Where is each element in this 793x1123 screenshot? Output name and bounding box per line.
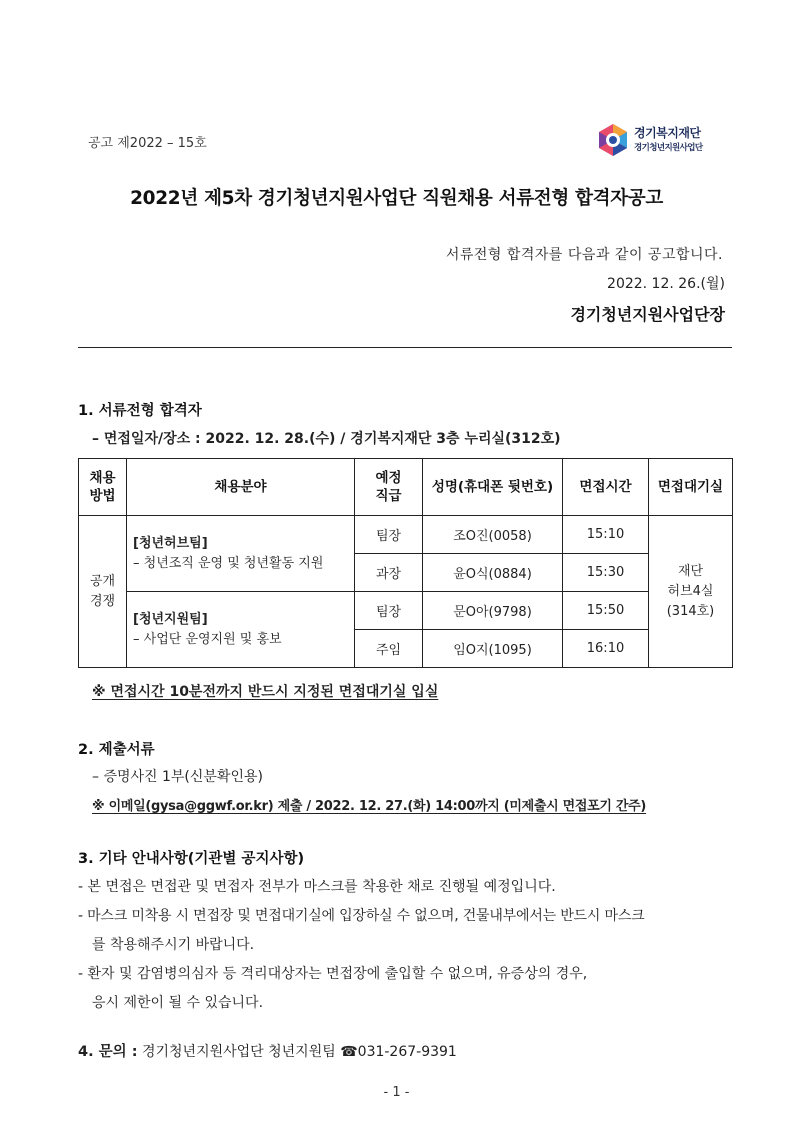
header-time: 면접시간 bbox=[563, 459, 649, 516]
contact-team: 경기청년지원사업단 청년지원팀 bbox=[141, 1044, 336, 1060]
notice-item-1: - 본 면접은 면접관 및 면접자 전부가 마스크를 착용한 채로 진행될 예정입니다. bbox=[78, 879, 556, 895]
signer: 경기청년지원사업단장 bbox=[570, 305, 725, 324]
rank-cell: 과장 bbox=[355, 554, 423, 592]
header-name: 성명(휴대폰 뒷번호) bbox=[423, 459, 563, 516]
notice-item-3: - 환자 및 감염병의심자 등 격리대상자는 면접장에 출입할 수 없으며, 유증상의 경우, bbox=[78, 966, 588, 982]
time-cell: 15:30 bbox=[563, 554, 649, 592]
time-cell: 15:50 bbox=[563, 592, 649, 630]
time-cell: 15:10 bbox=[563, 516, 649, 554]
table-header-row bbox=[79, 459, 733, 516]
notice-item-3-cont: 응시 제한이 될 수 있습니다. bbox=[92, 995, 264, 1011]
page-number: - 1 - bbox=[383, 1085, 410, 1100]
contact-line bbox=[78, 1040, 457, 1061]
header-method: 채용 방법 bbox=[79, 459, 127, 516]
notice-item-2: - 마스크 미착용 시 면접장 및 면접대기실에 입장하실 수 없으며, 건물내부에서는 반드시 마스크 bbox=[78, 908, 645, 924]
rank-cell: 팀장 bbox=[355, 592, 423, 630]
time-cell: 16:10 bbox=[563, 630, 649, 668]
logo-name: 경기복지재단 bbox=[634, 126, 701, 140]
interview-note: ※ 면접시간 10분전까지 반드시 지정된 면접대기실 입실 bbox=[92, 684, 439, 700]
header-room: 면접대기실 bbox=[649, 459, 733, 516]
results-table bbox=[78, 458, 733, 668]
logo-subname: 경기청년지원사업단 bbox=[634, 143, 703, 153]
notice-number: 공고 제2022 – 15호 bbox=[88, 136, 207, 151]
page-title: 2022년 제5차 경기청년지원사업단 직원채용 서류전형 합격자공고 bbox=[130, 188, 663, 209]
rank-cell: 주임 bbox=[355, 630, 423, 668]
documents-item: – 증명사진 1부(신분확인용) bbox=[92, 769, 263, 785]
header-field: 채용분야 bbox=[127, 459, 355, 516]
section2-heading: 2. 제출서류 bbox=[78, 742, 155, 758]
table-row bbox=[79, 516, 733, 554]
notice-item-2-cont: 를 착용해주시기 바랍니다. bbox=[92, 937, 255, 953]
rank-cell: 팀장 bbox=[355, 516, 423, 554]
foundation-logo bbox=[596, 120, 726, 160]
room-cell: 재단 허브4실 (314호) bbox=[649, 516, 733, 668]
name-cell: 조O진(0058) bbox=[423, 516, 563, 554]
table-row bbox=[79, 592, 733, 630]
name-cell: 문O아(9798) bbox=[423, 592, 563, 630]
field-cell-hub: [청년허브팀] – 청년조직 운영 및 청년활동 지원 bbox=[127, 516, 355, 592]
logo-mark-icon bbox=[596, 123, 630, 157]
method-cell: 공개 경쟁 bbox=[79, 516, 127, 668]
section3-heading: 3. 기타 안내사항(기관별 공지사항) bbox=[78, 851, 305, 867]
name-cell: 임O지(1095) bbox=[423, 630, 563, 668]
name-cell: 윤O식(0884) bbox=[423, 554, 563, 592]
submission-note: ※ 이메일(gysa@ggwf.or.kr) 제출 / 2022. 12. 27.(화) 14:00까지 (미제출시 면접포기 간주) bbox=[92, 799, 647, 814]
intro-text: 서류전형 합격자를 다음과 같이 공고합니다. bbox=[445, 247, 723, 263]
field-cell-support: [청년지원팀] – 사업단 운영지원 및 홍보 bbox=[127, 592, 355, 668]
contact-phone: ☎031-267-9391 bbox=[340, 1044, 457, 1060]
section4-heading: 4. 문의 : bbox=[78, 1044, 138, 1060]
header-rank: 예정 직급 bbox=[355, 459, 423, 516]
section1-heading: 1. 서류전형 합격자 bbox=[78, 403, 202, 419]
interview-info: – 면접일자/장소 : 2022. 12. 28.(수) / 경기복지재단 3층 누리실(312호) bbox=[92, 431, 561, 447]
notice-date: 2022. 12. 26.(월) bbox=[607, 276, 725, 292]
divider bbox=[78, 347, 732, 348]
